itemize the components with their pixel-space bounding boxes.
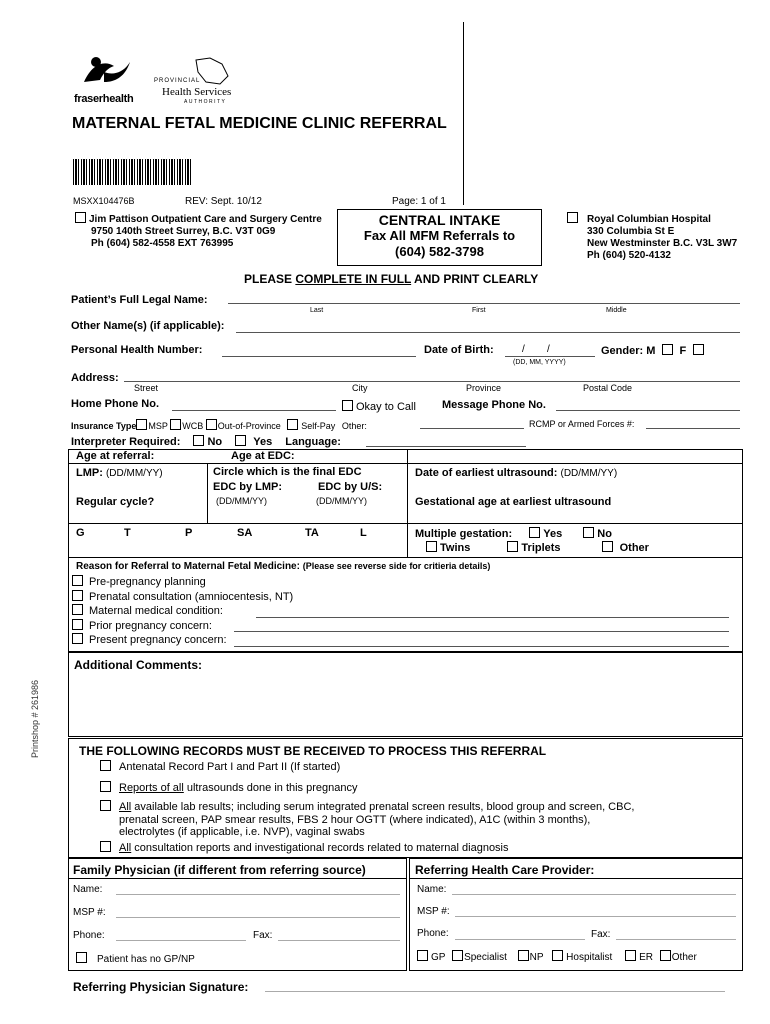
multiple-yes-label: Yes [543,528,563,540]
fp-fax-field[interactable] [278,940,400,941]
records-item-antenatal: Antenatal Record Part I and Part II (If started) [100,760,340,773]
barcode [73,159,193,185]
provider-name-field[interactable] [452,894,736,895]
self-pay-checkbox[interactable] [287,419,298,430]
multiple-gestation-label: Multiple gestation: [415,528,513,540]
royal-columbian-checkbox[interactable] [567,212,578,223]
header-divider [463,22,464,205]
reason-item-present: Present pregnancy concern: [72,633,293,648]
triplets-label: Triplets [521,542,561,554]
records-item-labs: All available lab results; including serum integrated prenatal screen results, blood group and screen, CBC, prenatal screen, PAP smear results, FBS 2 hour OGTT (where indicated), A1C (within 3 months), electrolytes (if applicable, i.e. NVP), vaginal swabs [100,800,634,839]
comments-title: Additional Comments: [74,658,202,672]
okay-to-call-checkbox[interactable] [342,400,353,411]
lmp-format: (DD/MM/YY) [105,468,163,479]
circle-edc-label: Circle which is the final EDC [213,466,362,478]
page-number: Page: 1 of 1 [392,196,446,207]
central-intake-box [337,209,542,266]
address-label: Address: [71,372,119,384]
self-pay-label: Self-Pay [301,421,336,431]
reason-item-prior: Prior pregnancy concern: [72,619,293,634]
province-caption: Province [466,383,502,393]
provider-type-row: GP Specialist NP Hospitalist ER Other [417,950,697,963]
central-intake-fax-label: Fax All MFM Referrals to [363,228,516,243]
phn-label: Personal Health Number: [71,344,203,356]
phsa-top: PROVINCIAL [154,78,201,84]
prior-concern-field[interactable] [234,631,729,632]
gp-checkbox[interactable] [417,950,428,961]
phsa-bottom: AUTHORITY [184,99,227,105]
insurance-other-field[interactable] [420,428,524,429]
gender-label [601,344,707,357]
signature-label: Referring Physician Signature: [73,980,249,994]
home-phone-field[interactable] [172,410,336,411]
insurance-type-label: Insurance Type [71,421,137,431]
city-caption: City [352,383,368,393]
form-code: MSXX104476B [73,196,135,206]
royal-columbian-address1: 330 Columbia St E [587,226,675,237]
interpreter-yes-label: Yes [253,436,273,448]
gender-m-checkbox[interactable] [662,344,673,355]
multiple-type-row [426,541,649,554]
prior-checkbox[interactable] [72,619,83,630]
signature-field[interactable] [265,991,725,992]
lmp-row [76,467,163,479]
insurance-other-label: Other: [341,421,367,431]
provider-msp-label: MSP #: [417,906,450,917]
royal-columbian-phone: Ph (604) 520-4132 [587,250,671,261]
fp-msp-label: MSP #: [73,907,106,918]
lmp-label: LMP: [76,467,103,479]
fraser-health-wordmark: fraserhealth [74,93,134,105]
gender-f-label: F [679,345,687,357]
fp-msp-field[interactable] [116,917,400,918]
edc-lmp-label: EDC by LMP: [213,481,283,493]
records-title: THE FOLLOWING RECORDS MUST BE RECEIVED TO PROCESS THIS REFERRAL [79,744,547,758]
family-physician-title: Family Physician (if different from referring source) [73,863,366,877]
royal-columbian-name: Royal Columbian Hospital [587,214,711,225]
antenatal-checkbox[interactable] [100,760,111,771]
fp-name-label: Name: [73,884,103,895]
specialist-checkbox[interactable] [452,950,463,961]
fp-phone-label: Phone: [73,930,105,941]
central-intake-fax-number: (604) 582-3798 [395,244,484,259]
reason-note: (Please see reverse side for critieria details) [302,561,491,571]
dob-label: Date of Birth: [424,344,494,356]
middle-name-caption: Middle [606,307,627,314]
ta-label: TA [305,527,319,539]
phsa-logo [150,58,240,104]
instruction-underlined: COMPLETE IN FULL [295,272,412,286]
legal-name-field[interactable] [228,303,740,304]
prenatal-checkbox[interactable] [72,590,83,601]
t-label: T [124,527,131,539]
message-phone-field[interactable] [556,410,740,411]
instruction [244,272,538,286]
multiple-other-label: Other [619,542,649,554]
reason-title: Reason for Referral to Maternal Fetal Medicine: [76,561,300,572]
site-royal-columbian [567,212,737,262]
reason-item-prenatal: Prenatal consultation (amniocentesis, NT) [72,590,293,605]
fp-name-field[interactable] [116,894,400,895]
p-label: P [185,527,193,539]
language-label: Language: [285,436,341,448]
reason-list [72,575,293,648]
provider-other-checkbox[interactable] [660,950,671,961]
age-edc-label: Age at EDC: [231,450,295,462]
dob-format: (DD, MM, YYYY) [513,359,566,366]
provider-phone-label: Phone: [417,928,449,939]
form-title: MATERNAL FETAL MEDICINE CLINIC REFERRAL [72,115,447,132]
phsa-main: Health Services [162,86,232,98]
earliest-us-row [415,467,617,479]
out-of-province-checkbox[interactable] [206,419,217,430]
sa-label: SA [237,527,253,539]
records-item-ultrasounds: Reports of all ultrasounds done in this pregnancy [100,781,357,794]
printshop-label: Printshop # 261986 [30,679,40,758]
present-concern-field[interactable] [234,646,729,647]
multiple-no-label: No [597,528,612,540]
provider-title: Referring Health Care Provider: [415,863,595,877]
jim-pattison-address: 9750 140th Street Surrey, B.C. V3T 0G9 [91,226,276,237]
postal-caption: Postal Code [583,383,633,393]
maternal-checkbox[interactable] [72,604,83,615]
rcmp-field[interactable] [646,428,740,429]
earliest-us-format: (DD/MM/YY) [560,468,618,479]
dob-field[interactable] [505,356,595,357]
gender-m-label: Gender: M [601,345,656,357]
no-gp-checkbox[interactable] [76,952,87,963]
multiple-yes-checkbox[interactable] [529,527,540,538]
gender-f-checkbox[interactable] [693,344,704,355]
okay-to-call-label: Okay to Call [356,401,416,413]
reason-title-row [76,561,490,572]
legal-name-label: Patient’s Full Legal Name: [71,294,208,306]
np-checkbox[interactable] [518,950,529,961]
age-referral-label: Age at referral: [76,450,155,462]
multiple-gestation-row [415,527,612,540]
fp-fax-label: Fax: [253,930,273,941]
hospitalist-checkbox[interactable] [552,950,563,961]
provider-name-label: Name: [417,884,447,895]
maternal-condition-field[interactable] [256,617,729,618]
jim-pattison-name: Jim Pattison Outpatient Care and Surgery Centre [89,214,322,225]
insurance-row [71,419,367,431]
provider-fax-label: Fax: [591,929,611,940]
edc-us-format: (DD/MM/YY) [316,496,367,506]
address-field[interactable] [124,381,740,382]
wcb-checkbox[interactable] [170,419,181,430]
edc-lmp-format: (DD/MM/YY) [216,496,267,506]
l-label: L [360,527,367,539]
language-field[interactable] [366,446,526,447]
interpreter-no-label: No [207,436,223,448]
present-checkbox[interactable] [72,633,83,644]
msp-checkbox[interactable] [136,419,147,430]
first-name-caption: First [472,307,486,314]
interpreter-row [71,435,341,448]
no-gp-label: Patient has no GP/NP [97,954,195,965]
jim-pattison-checkbox[interactable] [75,212,86,223]
edc-us-label: EDC by U/S: [318,481,383,493]
reason-item-maternal: Maternal medical condition: [72,604,293,619]
rcmp-label: RCMP or Armed Forces #: [529,419,635,429]
ultrasounds-checkbox[interactable] [100,781,111,792]
er-checkbox[interactable] [625,950,636,961]
street-caption: Street [134,383,159,393]
other-names-field[interactable] [236,332,740,333]
reason-item-pre-pregnancy: Pre-pregnancy planning [72,575,293,590]
okay-to-call [342,400,416,413]
royal-columbian-address2: New Westminster B.C. V3L 3W7 [587,238,738,249]
dob-separators: / / [522,344,550,355]
triplets-checkbox[interactable] [507,541,518,552]
twins-checkbox[interactable] [426,541,437,552]
home-phone-label: Home Phone No. [71,398,160,410]
earliest-us-label: Date of earliest ultrasound: [415,467,558,479]
no-gp-row [76,952,195,965]
central-intake-title: CENTRAL INTAKE [378,212,501,228]
provider-msp-field[interactable] [455,916,736,917]
twins-label: Twins [440,542,471,554]
other-names-label: Other Name(s) (if applicable): [71,320,225,332]
records-item-consultation: All consultation reports and investigational records related to maternal diagnosis [100,841,509,854]
consultation-checkbox[interactable] [100,841,111,852]
provider-fax-field[interactable] [616,939,736,940]
interpreter-label: Interpreter Required: [71,436,181,448]
interpreter-yes-checkbox[interactable] [235,435,246,446]
phn-field[interactable] [222,356,416,357]
multiple-no-checkbox[interactable] [583,527,594,538]
fraser-health-logo [74,52,144,104]
fp-phone-field[interactable] [116,940,246,941]
message-phone-label: Message Phone No. [442,399,546,411]
instruction-post: AND PRINT CLEARLY [411,272,539,286]
regular-cycle-label: Regular cycle? [76,496,155,508]
last-name-caption: Last [310,307,324,314]
out-of-province-label: Out-of-Province [217,421,281,431]
jim-pattison-phone: Ph (604) 582-4558 EXT 763995 [91,238,234,249]
msp-label: MSP [148,421,168,431]
provider-phone-field[interactable] [455,939,585,940]
site-jim-pattison [75,212,322,250]
g-label: G [76,527,85,539]
multiple-other-checkbox[interactable] [602,541,613,552]
instruction-pre: PLEASE [244,272,296,286]
gest-age-label: Gestational age at earliest ultrasound [415,496,612,508]
interpreter-no-checkbox[interactable] [193,435,204,446]
revision: REV: Sept. 10/12 [185,196,262,207]
labs-checkbox[interactable] [100,800,111,811]
pre-pregnancy-checkbox[interactable] [72,575,83,586]
wcb-label: WCB [182,421,204,431]
